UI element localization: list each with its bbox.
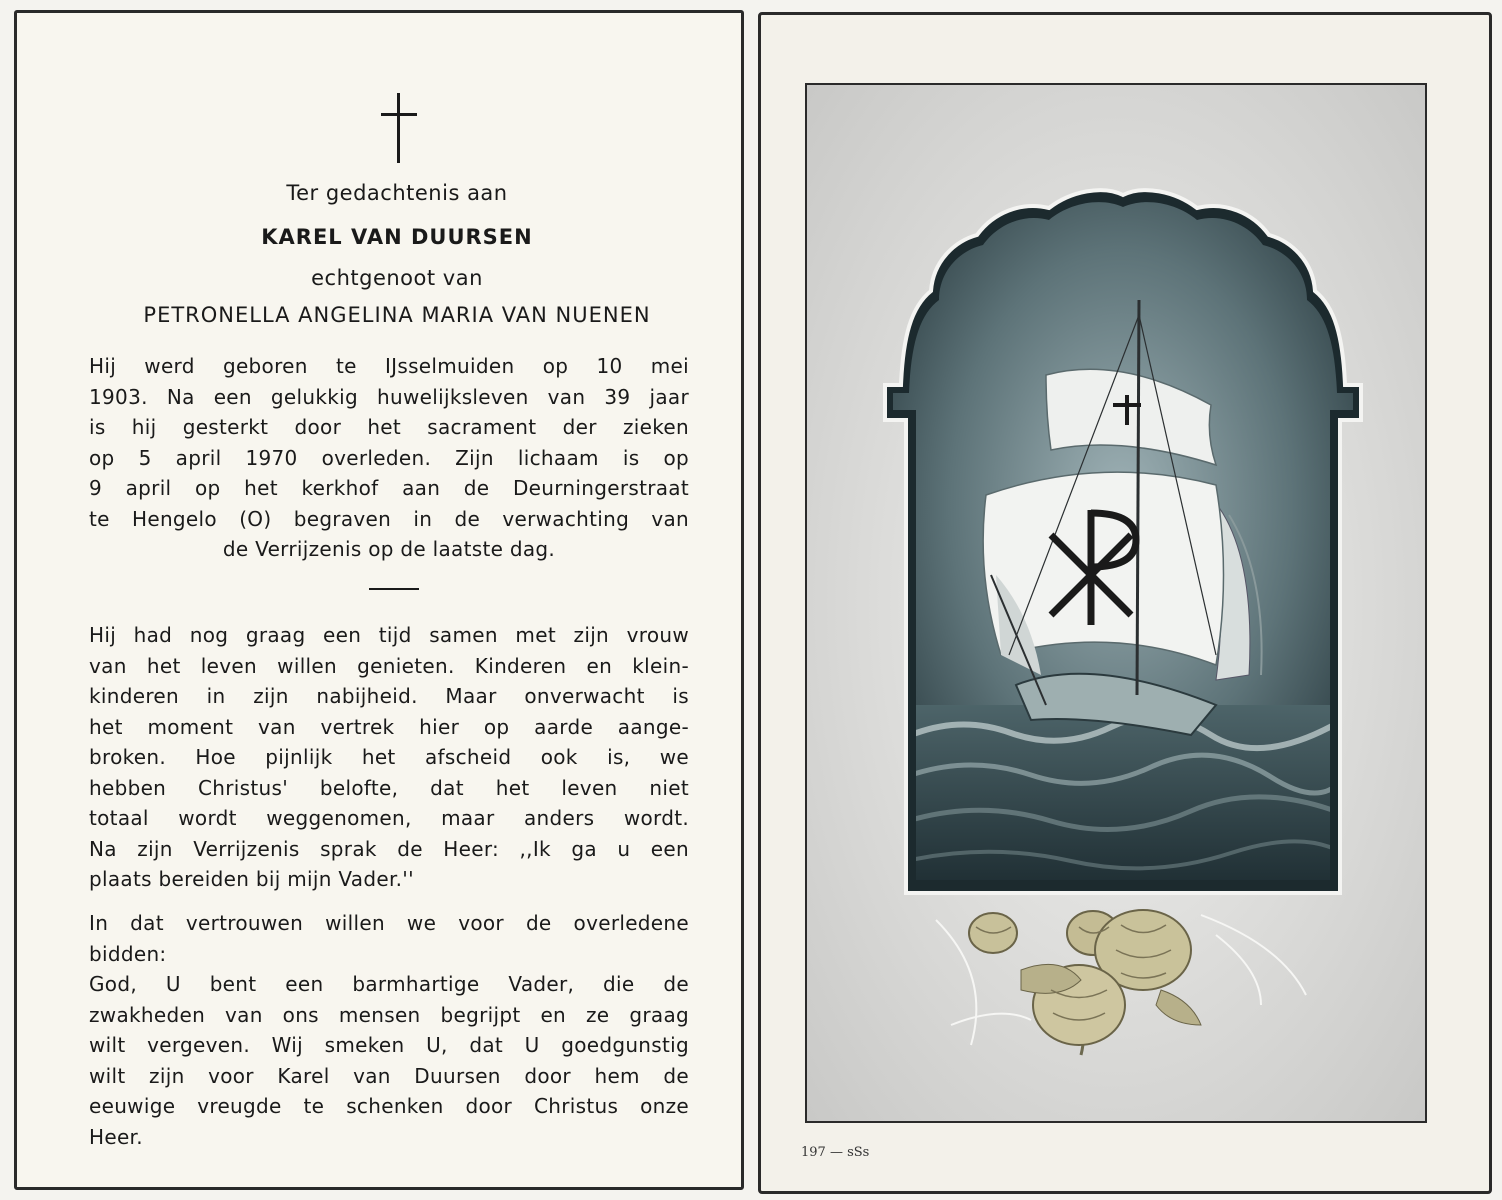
prayer-line: zwakheden van ons mensen begrijpt en ze graag [89, 1002, 689, 1027]
prayer-line: Heer. [89, 1124, 143, 1149]
message-line: broken. Hoe pijnlijk het afscheid ook is, we [89, 745, 689, 769]
biography-paragraph [89, 351, 689, 565]
biography-line: op 5 april 1970 overleden. Zijn lichaam is op [89, 445, 689, 470]
prayer-line: eeuwige vreugde te schenken door Christus onze [89, 1094, 689, 1118]
spouse-intro-text: echtgenoot van [311, 266, 483, 290]
prayer-line: wilt zijn voor Karel van Duursen door hem de [89, 1063, 689, 1088]
divider [369, 588, 419, 590]
message-paragraph [89, 620, 689, 895]
prayer-intro-line: bidden: [89, 941, 167, 966]
printer-mark: 197 — sSs [801, 1145, 870, 1160]
cross-icon [381, 93, 417, 163]
biography-line: is hij gesterkt door het sacrament der zieken [89, 415, 689, 439]
prayer-paragraph [89, 969, 689, 1152]
intro-text: Ter gedachtenis aan [286, 181, 508, 205]
message-line: Hij had nog graag een tijd samen met zijn vrouw [89, 623, 689, 647]
prayer-intro-line: In dat vertrouwen willen we voor de overledene [89, 911, 689, 935]
message-line: Na zijn Verrijzenis sprak de Heer: ,,Ik ga u een [89, 836, 689, 861]
message-line: het moment van vertrek hier op aarde aange- [89, 714, 689, 739]
prayer-line: God, U bent een barmhartige Vader, die de [89, 972, 689, 996]
biography-line: de Verrijzenis op de laatste dag. [222, 537, 556, 561]
biography-line: 9 april op het kerkhof aan de Deurningerstraat [89, 476, 689, 500]
memorial-picture-card [758, 12, 1492, 1194]
message-line: hebben Christus' belofte, dat het leven niet [89, 775, 689, 800]
biography-line: Hij werd geboren te IJsselmuiden op 10 mei [89, 354, 689, 378]
memorial-text-card [14, 10, 744, 1190]
prayer-line: wilt vergeven. Wij smeken U, dat U goedgunstig [89, 1033, 689, 1057]
biography-line: te Hengelo (O) begraven in de verwachting van [89, 506, 689, 531]
deceased-name: KAREL VAN DUURSEN [261, 225, 533, 249]
prayer-intro-paragraph [89, 908, 689, 969]
chi-rho-sail-ship-illustration-icon [761, 15, 1489, 1191]
message-line: totaal wordt weggenomen, maar anders wordt. [89, 806, 689, 830]
message-line: kinderen in zijn nabijheid. Maar onverwacht is [89, 684, 689, 708]
message-line: plaats bereiden bij mijn Vader.'' [89, 867, 414, 891]
spouse-name: PETRONELLA ANGELINA MARIA VAN NUENEN [143, 303, 651, 327]
biography-line: 1903. Na een gelukkig huwelijksleven van 39 jaar [89, 384, 689, 409]
message-line: van het leven willen genieten. Kinderen en klein- [89, 653, 689, 678]
